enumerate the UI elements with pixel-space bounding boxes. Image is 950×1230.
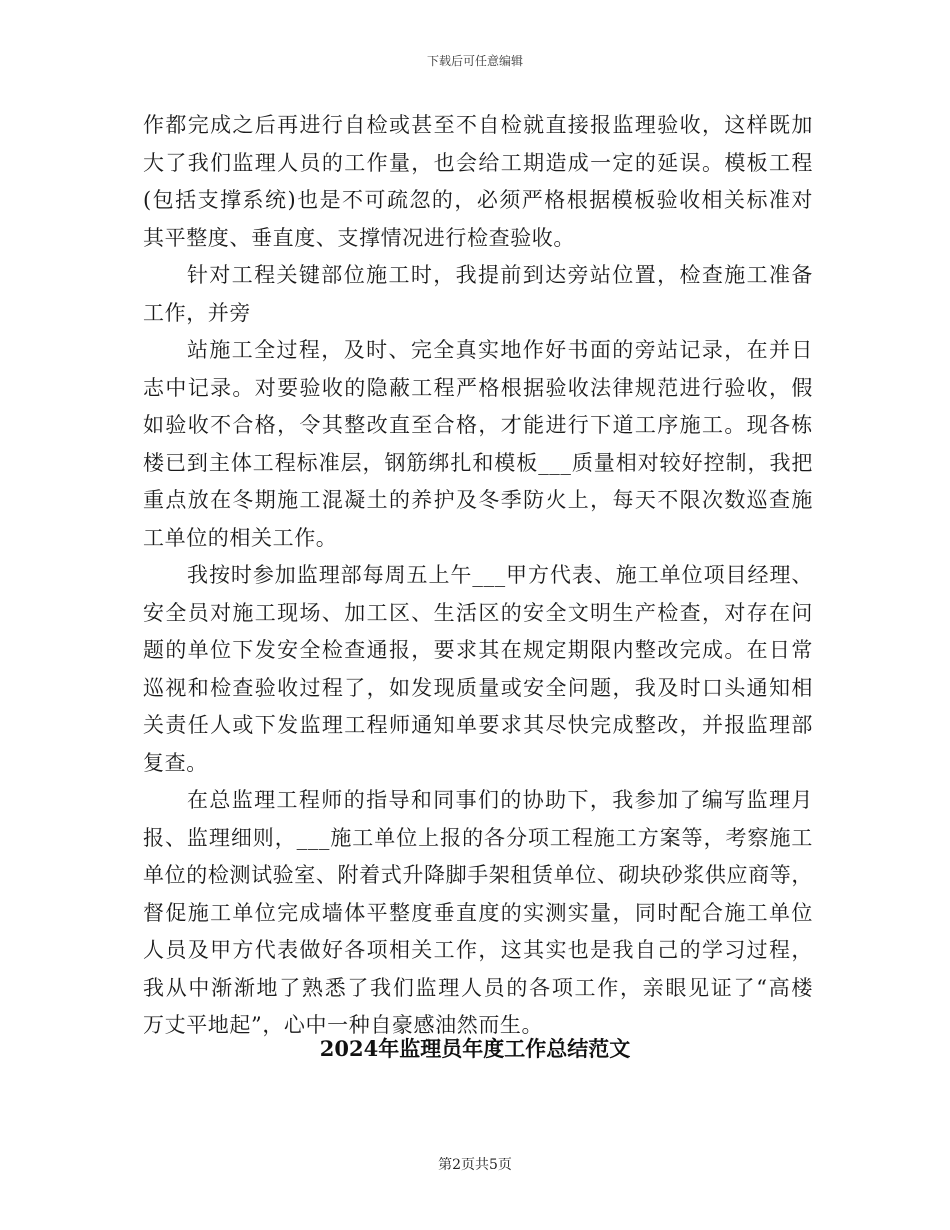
text-line: 万丈平地起”，心中一种自豪感油然而生。 [143, 1013, 544, 1037]
paragraph-first-line: 针对工程关键部位施工时，我提前到达旁站位置，检查施工准备 [187, 263, 813, 287]
paragraph-first-line: 我按时参加监理部每周五上午___甲方代表、施工单位项目经理、 [187, 563, 813, 587]
text-line: 大了我们监理人员的工作量，也会给工期造成一定的延误。模板工程 [143, 150, 813, 175]
text-line: 报、监理细则，___施工单位上报的各分项工程施工方案等，考察施工 [143, 825, 813, 850]
text-line: 题的单位下发安全检查通报，要求其在规定期限内整改完成。在日常 [143, 638, 813, 662]
text-line: 重点放在冬期施工混凝土的养护及冬季防火上，每天不限次数巡查施 [143, 488, 813, 512]
text-line: 志中记录。对要验收的隐蔽工程严格根据验收法律规范进行验收，假 [143, 375, 813, 400]
text-line: 工单位的相关工作。 [143, 525, 338, 550]
text-line: (包括支撑系统)也是不可疏忽的，必须严格根据模板验收相关标准对 [143, 188, 813, 212]
text-line: 我从中渐渐地了熟悉了我们监理人员的各项工作，亲眼见证了“高楼 [143, 975, 813, 1000]
document-body [143, 107, 813, 1045]
text-line: 楼已到主体工程标准层，钢筋绑扎和模板___质量相对较好控制，我把 [143, 450, 813, 475]
text-line: 如验收不合格，令其整改直至合格，才能进行下道工序施工。现各栋 [143, 413, 813, 437]
text-line: 作都完成之后再进行自检或甚至不自检就直接报监理验收，这样既加 [143, 113, 813, 137]
text-line: 复查。 [143, 750, 208, 775]
paragraph-first-line: 在总监理工程师的指导和同事们的协助下，我参加了编写监理月 [187, 788, 813, 812]
text-line: 安全员对施工现场、加工区、生活区的安全文明生产检查，对存在问 [143, 600, 813, 625]
text-line: 工作，并旁 [143, 300, 251, 325]
text-line: 人员及甲方代表做好各项相关工作，这其实也是我自己的学习过程， [143, 938, 813, 962]
page-number: 第2页共5页 [438, 1157, 512, 1173]
page-header: 下载后可任意编辑 [426, 54, 523, 68]
text-line: 关责任人或下发监理工程师通知单要求其尽快完成整改，并报监理部 [143, 713, 813, 737]
text-line: 单位的检测试验室、附着式升降脚手架租赁单位、砌块砂浆供应商等， [143, 863, 813, 887]
text-line: 巡视和检查验收过程了，如发现质量或安全问题，我及时口头通知相 [143, 675, 813, 700]
text-line: 其平整度、垂直度、支撑情况进行检查验收。 [143, 225, 575, 250]
paragraph-first-line: 站施工全过程，及时、完全真实地作好书面的旁站记录，在并日 [187, 338, 813, 362]
document-title: 2024年监理员年度工作总结范文 [319, 1036, 631, 1061]
text-line: 督促施工单位完成墙体平整度垂直度的实测实量，同时配合施工单位 [143, 900, 813, 925]
